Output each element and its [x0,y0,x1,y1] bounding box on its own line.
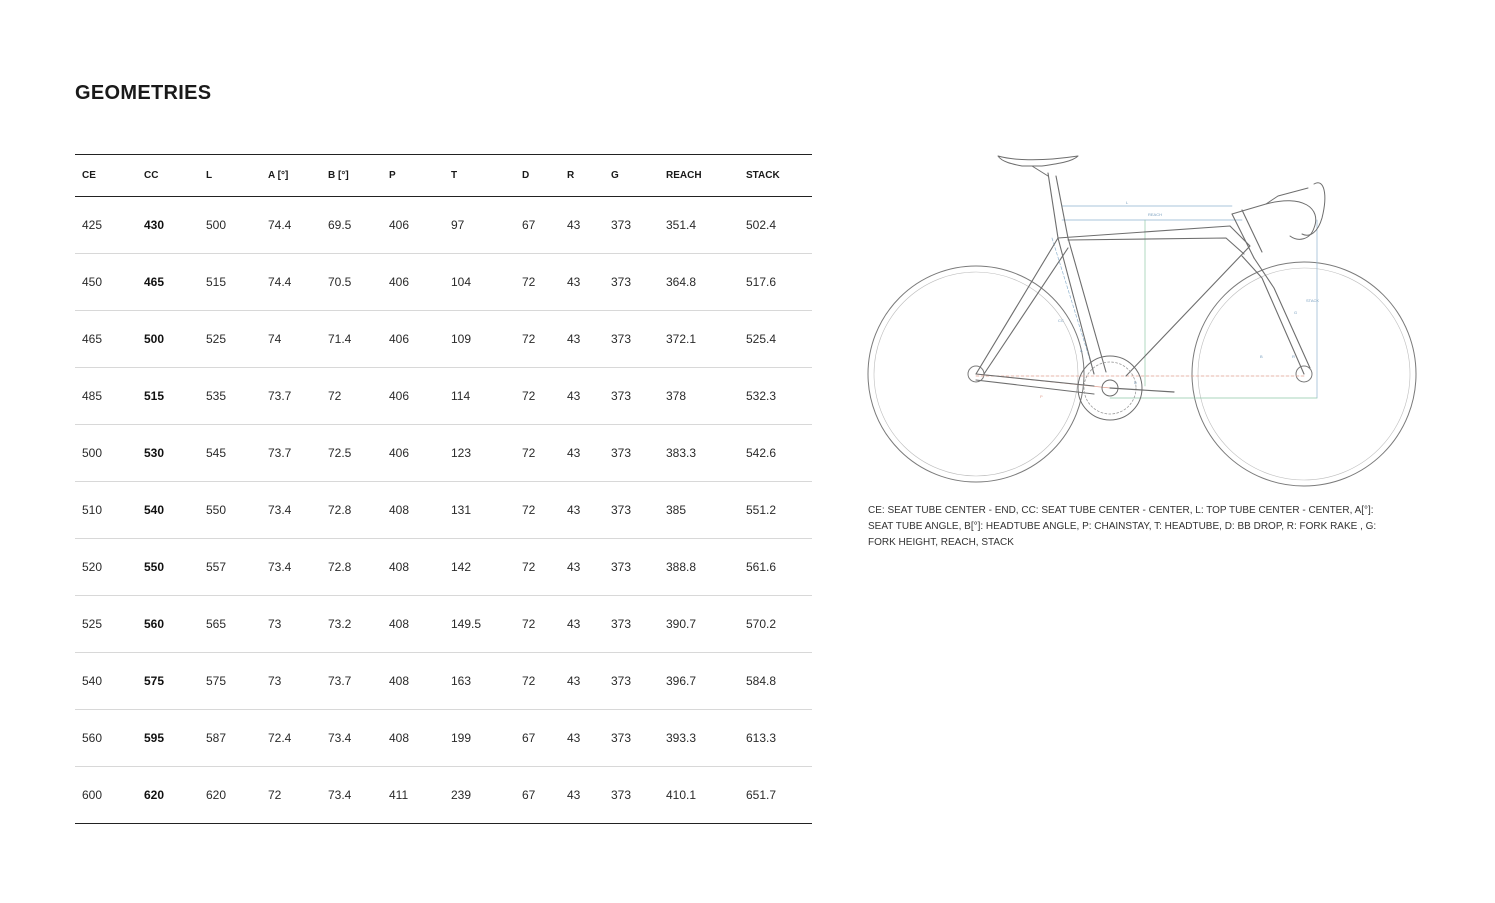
table-cell-stack: 532.3 [739,368,812,425]
table-row [75,539,812,596]
table-cell-b: 73.7 [321,653,382,710]
table-cell-d: 72 [515,539,560,596]
table-cell-g: 373 [604,710,659,767]
table-cell-p: 408 [382,653,444,710]
col-header-reach: REACH [659,155,739,197]
page-title: GEOMETRIES [75,82,212,104]
table-cell-d: 72 [515,425,560,482]
table-cell-r: 43 [560,539,604,596]
table-cell-a: 73.7 [261,425,321,482]
table-cell-reach: 410.1 [659,767,739,824]
table-cell-l: 620 [199,767,261,824]
table-cell-l: 525 [199,311,261,368]
table-cell-a: 73.7 [261,368,321,425]
table-cell-p: 406 [382,311,444,368]
table-cell-ce: 510 [75,482,137,539]
table-cell-reach: 383.3 [659,425,739,482]
table-cell-p: 406 [382,425,444,482]
table-cell-reach: 390.7 [659,596,739,653]
table-cell-g: 373 [604,311,659,368]
table-cell-a: 72.4 [261,710,321,767]
diagram-label-b: B [1260,354,1263,359]
table-cell-ce: 540 [75,653,137,710]
diagram-label-cc: CC [1058,318,1064,323]
diagram-label-a: A [1080,348,1083,353]
col-header-g: G [604,155,659,197]
table-cell-ce: 525 [75,596,137,653]
table-cell-d: 72 [515,482,560,539]
geometry-legend: CE: SEAT TUBE CENTER - END, CC: SEAT TUBE CENTER - CENTER, L: TOP TUBE CENTER - CENTER, A[°]: SEAT TUBE ANGLE, B[°]: HEADTUBE ANGLE, P: CHAINSTAY, T: HEADTUBE, D: BB DROP, R: FORK RAKE , G: FORK HEIGHT, REACH, STACK [868,505,1377,548]
table-cell-reach: 364.8 [659,254,739,311]
chainring [1078,356,1174,420]
table-cell-t: 109 [444,311,515,368]
table-cell-b: 73.4 [321,767,382,824]
table-cell-a: 72 [261,767,321,824]
col-header-cc: CC [137,155,199,197]
diagram-label-l: L [1126,200,1129,205]
table-row [75,596,812,653]
table-cell-d: 67 [515,767,560,824]
table-row [75,254,812,311]
table-cell-r: 43 [560,653,604,710]
table-cell-reach: 385 [659,482,739,539]
table-cell-t: 104 [444,254,515,311]
table-cell-b: 72.8 [321,539,382,596]
table-cell-r: 43 [560,254,604,311]
table-cell-p: 411 [382,767,444,824]
table-cell-ce: 600 [75,767,137,824]
table-cell-p: 406 [382,368,444,425]
table-cell-g: 373 [604,653,659,710]
table-cell-g: 373 [604,197,659,254]
diagram-label-reach: REACH [1148,212,1163,217]
table-cell-stack: 613.3 [739,710,812,767]
table-cell-ce: 465 [75,311,137,368]
table-cell-p: 408 [382,596,444,653]
table-cell-reach: 396.7 [659,653,739,710]
table-cell-stack: 502.4 [739,197,812,254]
table-cell-d: 67 [515,710,560,767]
table-cell-cc: 540 [137,482,199,539]
table-cell-reach: 372.1 [659,311,739,368]
table-cell-ce: 485 [75,368,137,425]
table-cell-r: 43 [560,710,604,767]
diagram-label-d: D [1134,380,1137,385]
table-cell-cc: 465 [137,254,199,311]
col-header-d: D [515,155,560,197]
table-cell-p: 406 [382,254,444,311]
table-cell-stack: 570.2 [739,596,812,653]
table-cell-b: 73.4 [321,710,382,767]
table-cell-l: 575 [199,653,261,710]
table-cell-t: 142 [444,539,515,596]
table-cell-cc: 530 [137,425,199,482]
table-cell-r: 43 [560,368,604,425]
table-cell-l: 565 [199,596,261,653]
table-cell-g: 373 [604,368,659,425]
col-header-p: P [382,155,444,197]
table-cell-cc: 575 [137,653,199,710]
table-cell-p: 408 [382,539,444,596]
table-cell-b: 72 [321,368,382,425]
table-cell-reach: 351.4 [659,197,739,254]
table-cell-ce: 500 [75,425,137,482]
table-cell-a: 73.4 [261,539,321,596]
table-cell-a: 74 [261,311,321,368]
table-cell-a: 74.4 [261,254,321,311]
table-cell-cc: 560 [137,596,199,653]
table-cell-r: 43 [560,767,604,824]
diagram-label-stack: STACK [1306,298,1320,303]
col-header-ce: CE [75,155,137,197]
table-cell-t: 97 [444,197,515,254]
table-cell-reach: 378 [659,368,739,425]
table-cell-r: 43 [560,596,604,653]
handlebar [1232,183,1325,240]
table-cell-reach: 393.3 [659,710,739,767]
table-cell-a: 73 [261,653,321,710]
table-cell-ce: 520 [75,539,137,596]
table-cell-stack: 561.6 [739,539,812,596]
col-header-a: A [°] [261,155,321,197]
table-cell-t: 131 [444,482,515,539]
table-row [75,710,812,767]
table-cell-t: 199 [444,710,515,767]
table-cell-stack: 551.2 [739,482,812,539]
table-cell-r: 43 [560,311,604,368]
table-cell-p: 408 [382,710,444,767]
table-cell-b: 72.5 [321,425,382,482]
table-cell-stack: 542.6 [739,425,812,482]
table-row [75,425,812,482]
table-cell-d: 72 [515,254,560,311]
bike-geometry-diagram [862,148,1422,493]
table-row [75,197,812,254]
table-cell-g: 373 [604,539,659,596]
table-cell-a: 73.4 [261,482,321,539]
table-row [75,311,812,368]
table-cell-cc: 550 [137,539,199,596]
col-header-t: T [444,155,515,197]
table-cell-cc: 430 [137,197,199,254]
table-cell-b: 72.8 [321,482,382,539]
table-cell-cc: 500 [137,311,199,368]
table-row [75,482,812,539]
table-cell-ce: 560 [75,710,137,767]
table-row [75,653,812,710]
saddle [998,156,1078,176]
table-cell-b: 70.5 [321,254,382,311]
table-cell-t: 114 [444,368,515,425]
col-header-b: B [°] [321,155,382,197]
table-cell-d: 67 [515,197,560,254]
table-cell-r: 43 [560,482,604,539]
diagram-label-r: R [1292,354,1295,359]
col-header-r: R [560,155,604,197]
table-cell-d: 72 [515,311,560,368]
table-cell-t: 149.5 [444,596,515,653]
table-cell-g: 373 [604,596,659,653]
table-cell-d: 72 [515,596,560,653]
table-cell-r: 43 [560,197,604,254]
table-cell-g: 373 [604,254,659,311]
table-cell-l: 557 [199,539,261,596]
table-cell-l: 587 [199,710,261,767]
measurement-lines [976,206,1320,398]
table-cell-cc: 620 [137,767,199,824]
table-cell-l: 515 [199,254,261,311]
table-cell-stack: 525.4 [739,311,812,368]
table-cell-ce: 425 [75,197,137,254]
table-cell-t: 123 [444,425,515,482]
col-header-l: L [199,155,261,197]
diagram-label-p: P [1040,394,1043,399]
table-row [75,368,812,425]
table-cell-l: 500 [199,197,261,254]
table-cell-t: 163 [444,653,515,710]
table-row [75,767,812,824]
table-cell-stack: 584.8 [739,653,812,710]
table-header-row [75,155,812,197]
table-cell-b: 71.4 [321,311,382,368]
table-cell-a: 74.4 [261,197,321,254]
geometry-table [75,154,812,824]
table-cell-a: 73 [261,596,321,653]
table-cell-b: 69.5 [321,197,382,254]
table-cell-g: 373 [604,767,659,824]
table-cell-reach: 388.8 [659,539,739,596]
table-cell-cc: 595 [137,710,199,767]
table-cell-r: 43 [560,425,604,482]
diagram-label-g: G [1294,310,1298,315]
table-cell-stack: 517.6 [739,254,812,311]
table-cell-ce: 450 [75,254,137,311]
table-cell-g: 373 [604,482,659,539]
table-body [75,197,812,824]
table-cell-b: 73.2 [321,596,382,653]
table-cell-d: 72 [515,653,560,710]
table-cell-cc: 515 [137,368,199,425]
table-cell-p: 406 [382,197,444,254]
table-cell-l: 550 [199,482,261,539]
table-cell-l: 545 [199,425,261,482]
table-cell-t: 239 [444,767,515,824]
col-header-stack: STACK [739,155,812,197]
table-cell-l: 535 [199,368,261,425]
table-cell-p: 408 [382,482,444,539]
table-cell-g: 373 [604,425,659,482]
table-cell-d: 72 [515,368,560,425]
table-cell-stack: 651.7 [739,767,812,824]
